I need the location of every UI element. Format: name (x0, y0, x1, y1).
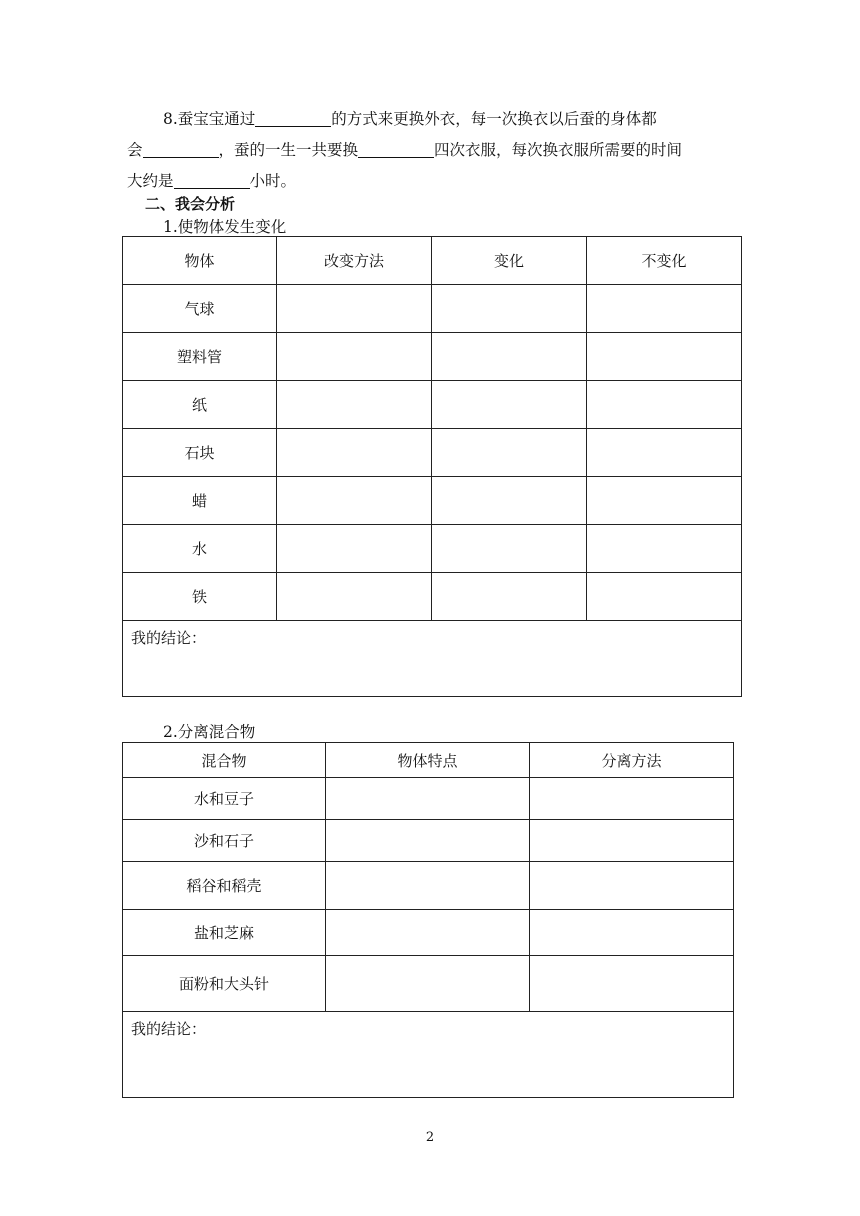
header-separation-method: 分离方法 (530, 743, 734, 778)
table-row (123, 862, 734, 910)
table-row (123, 285, 742, 333)
answer-cell[interactable] (326, 910, 530, 956)
blank-4[interactable] (174, 170, 250, 189)
blank-3[interactable] (358, 139, 434, 158)
answer-cell[interactable] (326, 820, 530, 862)
header-mixture: 混合物 (123, 743, 326, 778)
answer-cell[interactable] (432, 525, 587, 573)
conclusion-cell[interactable] (123, 621, 742, 697)
table-row (123, 956, 734, 1012)
conclusion-cell[interactable] (123, 1012, 734, 1098)
table-row (123, 333, 742, 381)
section-heading: 二、我会分析 (145, 195, 236, 213)
answer-cell[interactable] (530, 862, 734, 910)
row-label: 沙和石子 (123, 820, 326, 862)
answer-cell[interactable] (587, 573, 742, 621)
answer-cell[interactable] (587, 381, 742, 429)
q8-text-2: 的方式来更换外衣，每一次换衣以后蚕的身体都 (331, 110, 657, 128)
answer-cell[interactable] (432, 477, 587, 525)
q8-text-7: 小时。 (249, 172, 297, 190)
conclusion-row (123, 621, 742, 697)
answer-cell[interactable] (587, 285, 742, 333)
table-header-row (123, 743, 734, 778)
header-no-change: 不变化 (587, 237, 742, 285)
q8-text-3: 会 (127, 141, 143, 159)
row-label: 塑料管 (123, 333, 277, 381)
blank-2[interactable] (143, 139, 219, 158)
table1-title: 1.使物体发生变化 (163, 218, 287, 236)
answer-cell[interactable] (326, 778, 530, 820)
table2-title: 2.分离混合物 (163, 723, 256, 741)
row-label: 石块 (123, 429, 277, 477)
header-features: 物体特点 (326, 743, 530, 778)
answer-cell[interactable] (277, 429, 432, 477)
conclusion-label: 我的结论： (131, 1020, 207, 1038)
answer-cell[interactable] (587, 525, 742, 573)
row-label: 蜡 (123, 477, 277, 525)
table-row (123, 573, 742, 621)
row-label: 纸 (123, 381, 277, 429)
q8-text-6: 大约是 (127, 172, 174, 190)
blank-1[interactable] (255, 108, 331, 127)
change-table (122, 236, 742, 697)
answer-cell[interactable] (277, 525, 432, 573)
answer-cell[interactable] (277, 381, 432, 429)
answer-cell[interactable] (530, 820, 734, 862)
conclusion-row (123, 1012, 734, 1098)
answer-cell[interactable] (432, 381, 587, 429)
page-number: 2 (425, 1130, 435, 1145)
answer-cell[interactable] (277, 285, 432, 333)
q8-text-5: 四次衣服，每次换衣服所需要的时间 (434, 141, 683, 159)
table-header-row (123, 237, 742, 285)
row-label: 盐和芝麻 (123, 910, 326, 956)
answer-cell[interactable] (530, 910, 734, 956)
answer-cell[interactable] (587, 477, 742, 525)
answer-cell[interactable] (530, 956, 734, 1012)
row-label: 水和豆子 (123, 778, 326, 820)
row-label: 铁 (123, 573, 277, 621)
answer-cell[interactable] (432, 573, 587, 621)
answer-cell[interactable] (277, 333, 432, 381)
answer-cell[interactable] (326, 862, 530, 910)
question-8 (127, 104, 737, 197)
table-row (123, 910, 734, 956)
separation-table (122, 742, 734, 1098)
header-method: 改变方法 (277, 237, 432, 285)
table-row (123, 429, 742, 477)
table-row (123, 778, 734, 820)
answer-cell[interactable] (277, 573, 432, 621)
answer-cell[interactable] (432, 285, 587, 333)
row-label: 稻谷和稻壳 (123, 862, 326, 910)
row-label: 水 (123, 525, 277, 573)
answer-cell[interactable] (326, 956, 530, 1012)
q8-text-1: 8.蚕宝宝通过 (163, 110, 256, 128)
answer-cell[interactable] (277, 477, 432, 525)
conclusion-label: 我的结论： (131, 629, 207, 647)
table-row (123, 525, 742, 573)
header-object: 物体 (123, 237, 277, 285)
answer-cell[interactable] (530, 778, 734, 820)
table-row (123, 820, 734, 862)
answer-cell[interactable] (587, 429, 742, 477)
answer-cell[interactable] (432, 333, 587, 381)
answer-cell[interactable] (432, 429, 587, 477)
row-label: 面粉和大头针 (123, 956, 326, 1012)
table-row (123, 381, 742, 429)
q8-text-4: ，蚕的一生一共要换 (218, 141, 359, 159)
answer-cell[interactable] (587, 333, 742, 381)
row-label: 气球 (123, 285, 277, 333)
table-row (123, 477, 742, 525)
header-change: 变化 (432, 237, 587, 285)
